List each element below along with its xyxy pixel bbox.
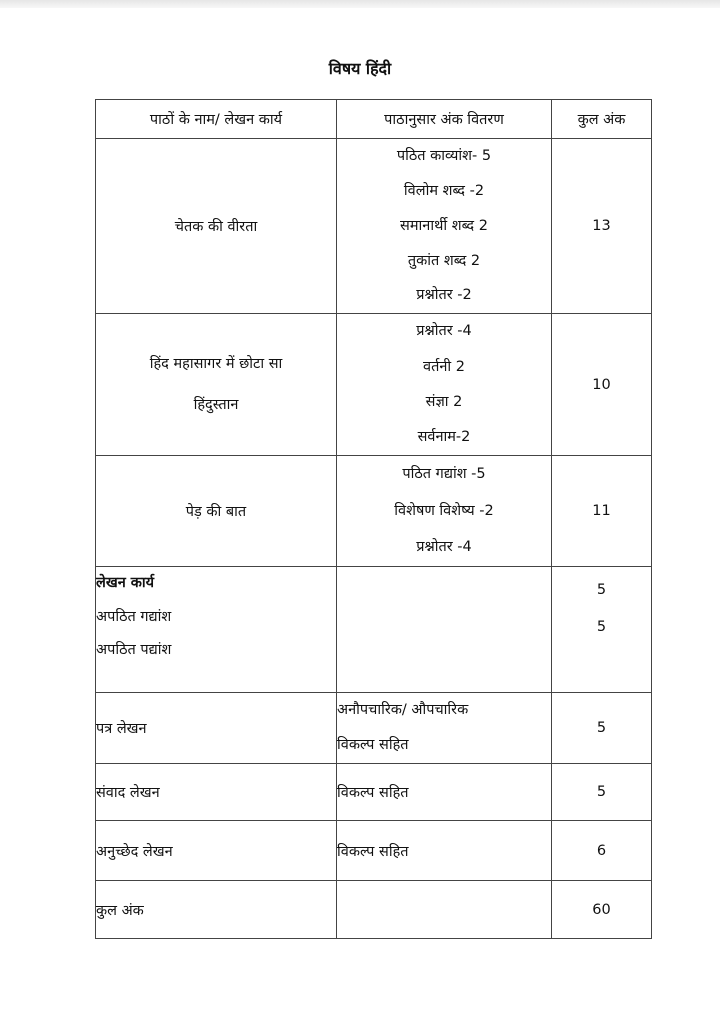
writing-item: अपठित पद्यांश — [96, 642, 172, 659]
distribution-item: विकल्प सहित — [337, 821, 552, 881]
distribution-item: संज्ञा 2 — [425, 393, 463, 410]
lesson-name: पेड़ की बात — [96, 456, 337, 567]
total-marks: 5 — [596, 618, 607, 635]
table-row — [96, 456, 652, 567]
table-row — [96, 314, 652, 456]
writing-section-cell — [96, 567, 337, 693]
lesson-name-line: हिंद महासागर में छोटा सा — [149, 355, 283, 372]
mark-distribution-cell — [337, 567, 552, 693]
page-title: विषय हिंदी — [328, 59, 392, 78]
distribution-item: समानार्थी शब्द 2 — [400, 217, 488, 234]
mark-distribution-cell — [337, 693, 552, 764]
table-row-total — [96, 881, 652, 939]
mark-distribution-cell — [337, 314, 552, 456]
writing-item: अपठित गद्यांश — [96, 608, 172, 625]
table-header-row — [96, 100, 652, 139]
distribution-item: विकल्प सहित — [337, 764, 552, 821]
table-row — [96, 693, 652, 764]
mark-distribution-cell — [337, 456, 552, 567]
total-marks: 5 — [552, 693, 652, 764]
table-row — [96, 764, 652, 821]
total-marks: 5 — [596, 582, 607, 598]
grand-total-marks: 60 — [552, 881, 652, 939]
total-marks-cell — [552, 567, 652, 693]
mark-distribution-cell — [337, 139, 552, 314]
distribution-item: विकल्प सहित — [337, 737, 409, 754]
lesson-name: अनुच्छेद लेखन — [96, 821, 337, 881]
lesson-name: पत्र लेखन — [96, 693, 337, 764]
lesson-name: चेतक की वीरता — [96, 139, 337, 314]
distribution-item: अनौपचारिक/ औपचारिक — [337, 702, 469, 719]
mark-distribution-cell — [337, 881, 552, 939]
lesson-name-line: हिंदुस्तान — [193, 396, 239, 413]
distribution-item: प्रश्नोतर -4 — [416, 539, 472, 556]
table-row — [96, 567, 652, 693]
lesson-name — [96, 314, 337, 456]
total-marks: 11 — [552, 456, 652, 567]
distribution-item: सर्वनाम-2 — [417, 429, 471, 446]
header-total-marks: कुल अंक — [552, 100, 652, 139]
top-band — [0, 0, 720, 8]
distribution-item: प्रश्नोतर -2 — [416, 287, 472, 304]
total-marks: 13 — [552, 139, 652, 314]
distribution-item: वर्तनी 2 — [423, 358, 465, 375]
distribution-item: विलोम शब्द -2 — [403, 182, 485, 199]
header-mark-distribution: पाठानुसार अंक वितरण — [337, 100, 552, 139]
header-lesson-name: पाठों के नाम/ लेखन कार्य — [96, 100, 337, 139]
total-marks: 6 — [552, 821, 652, 881]
grand-total-label: कुल अंक — [96, 881, 337, 939]
total-marks: 5 — [552, 764, 652, 821]
distribution-item: पठित काव्यांश- 5 — [396, 148, 492, 165]
table-row — [96, 139, 652, 314]
writing-section-heading: लेखन कार्य — [96, 575, 155, 592]
distribution-item: तुकांत शब्द 2 — [407, 252, 481, 269]
distribution-item: प्रश्नोतर -4 — [416, 323, 472, 340]
total-marks: 10 — [552, 314, 652, 456]
marks-table — [95, 99, 652, 939]
lesson-name: संवाद लेखन — [96, 764, 337, 821]
table-row — [96, 821, 652, 881]
distribution-item: विशेषण विशेष्य -2 — [394, 502, 494, 519]
distribution-item: पठित गद्यांश -5 — [402, 466, 486, 483]
